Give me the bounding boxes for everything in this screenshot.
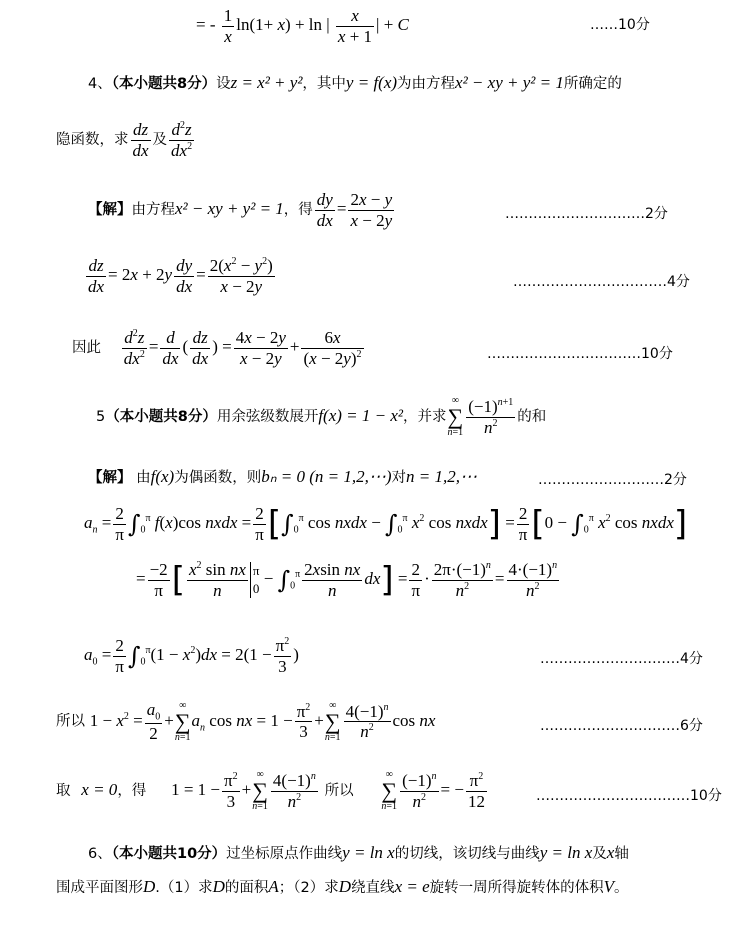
solution-text: 对 (391, 470, 406, 486)
question-text: 的面积 (224, 880, 269, 896)
solution-5-step-4: $a_0$ = $\frac{2}{\pi}$ $\int_0^\pi(1 - x^2)dx = 2(1$ − $\frac{\pi^2}{3}$ ) (84, 636, 299, 676)
equation: D (143, 877, 156, 896)
solution-tag: 【解】 (88, 470, 132, 486)
solution-5-step-1 (88, 466, 477, 487)
equation: f(x) (150, 467, 175, 486)
score-10-line1: ……10分 (590, 17, 650, 33)
question-text: 的切线，该切线与曲线 (394, 846, 540, 862)
question-6 (88, 842, 629, 863)
score-10-q5: ……………………………10分 (536, 788, 722, 804)
solution-5-step-2: $a_n$ = $\frac{2}{\pi}$ $\int_0^\pi$ f(x)cos nxdx = $\frac{2}{\pi}$ [$\int_0^\pi$ cos nxdx − $\int_0^\pi$ $x^2$ cos nxdx] = $\frac{2}{\pi}$ [$0 - \int_0^\pi$ $x^2$ cos nxdx] (84, 504, 688, 545)
question-text: 绕直线 (351, 880, 395, 896)
solution-text: 由方程 (131, 202, 175, 219)
equation: V (603, 877, 615, 896)
equation: z = x² + y² (230, 73, 303, 92)
question-text: 围成平面图形 (56, 880, 143, 896)
score-10-step3: ……………………………10分 (487, 346, 673, 362)
question-text: 及 (152, 132, 168, 149)
solution-text: ，得 (117, 782, 147, 799)
score-4-q5: …………………………4分 (540, 651, 703, 667)
question-number: 4、 (88, 76, 112, 92)
question-text: 及 (592, 846, 607, 862)
score-4-step2: ……………………………4分 (513, 274, 690, 290)
question-text: 轴 (614, 846, 629, 862)
score-2-step1: …………………………2分 (505, 206, 668, 222)
solution-text: 取 (56, 782, 71, 799)
equation: bₙ = 0 (n = 1,2,⋯) (261, 467, 392, 486)
question-tag: （本小题共8分） (111, 76, 217, 92)
question-4 (88, 72, 622, 93)
question-5: 5（本小题共8分）用余弦级数展开f(x) = 1 − x²，并求∞ ∑ n=1 $\frac{(-1)^{n+1}}{n^2}$ 的和 (96, 395, 547, 438)
equation: x² − xy + y² = 1 (175, 199, 284, 219)
question-text: 隐函数，求 (56, 132, 129, 149)
equation: y = ln x (539, 843, 593, 862)
solution-5-step-3: = $\frac{-2}{\pi}$ [ $\frac{x^2 \sin nx}{n}$ π $0 - \int_0^\pi$ $\frac{\text{2xsin nx}}{n}$ dx] = $\frac{2}{\pi}$ · $\frac{2\pi\cdot(-1)^n}{n^2}$ = $\frac{4\cdot(-1)^n}{n^2}$ (136, 560, 558, 601)
solution-text: 为偶函数，则 (174, 470, 262, 486)
question-text: 过坐标原点作曲线 (226, 846, 343, 862)
equation: y = f(x) (345, 73, 398, 92)
question-number: 6、 (88, 846, 112, 862)
equation: n = 1,2,⋯ (406, 467, 477, 486)
question-tag: （本小题共10分） (111, 846, 227, 862)
solution-text: ，得 (283, 202, 313, 219)
question-text: ，并求 (403, 409, 447, 425)
equation: A (268, 877, 279, 896)
equation: f(x) = 1 − x² (318, 406, 404, 425)
solution-5-step-6: 取 x = 0，得 1 = 1 − $\frac{\pi^2}{3}$ +∞ ∑ n=1 $\frac{4(-1)^n}{n^2}$ 所以 ∞ ∑ n=1 $\frac{(-1)^n}{n^2}$ = − $\frac{\pi^2}{12}$ (56, 769, 485, 812)
solution-text: 所以 (56, 713, 85, 730)
score-2-q5: ………………………2分 (538, 472, 687, 488)
equation: x = e (394, 877, 430, 896)
solution-4-step-3: 因此 $\frac{d^2z}{dx^2}$ = $\frac{d}{dx}$ ( $\frac{dz}{dx}$ ) = $\frac{4x - 2y}{x - 2y}$ + $\frac{6x}{(x - 2y)^2}$ (72, 328, 362, 368)
question-text: 的和 (517, 409, 547, 425)
question-text: 用余弦级数展开 (216, 409, 319, 425)
equation: x² − xy + y² = 1 (455, 73, 564, 92)
solution-4-step-1: 【解】由方程x² − xy + y² = 1，得 $\frac{dy}{dx}$ = $\frac{2x - y}{x - 2y}$ (88, 190, 393, 230)
question-number: 5 (96, 409, 106, 425)
solution-text: 由 (136, 470, 151, 486)
solution-5-step-5: 所以 $1 - x^2$ = $\frac{a_0}{2}$ +∞ ∑ $n=1a_n$ cos nx = 1 − $\frac{\pi^2}{3}$ +∞ ∑ n=1 $\frac{4(-1)^n}{n^2}$ cos nx (56, 699, 436, 743)
equation: y = ln x (342, 843, 395, 862)
solution-4-step-2: $\frac{dz}{dx}$ = 2x + 2y $\frac{dy}{dx}$ = $\frac{2(x^2 - y^2)}{x - 2y}$ (88, 256, 273, 296)
question-text: 。 (614, 880, 629, 896)
question-text: 为由方程 (397, 76, 456, 92)
formula-line-1: = - $\frac{1}{x}$ ln(1+ x) + ln | $\frac{x}{x + 1}$ | + C (196, 6, 409, 46)
question-text: .（1）求 (155, 880, 213, 896)
question-6-cont (56, 876, 629, 897)
equation: D (338, 877, 352, 896)
solution-tag: 【解】 (88, 202, 132, 219)
score-6-q5: …………………………6分 (540, 718, 703, 734)
equation: x (606, 843, 615, 862)
solution-text: 所以 (324, 782, 354, 799)
question-text: ，其中 (302, 76, 346, 92)
question-4-cont: 隐函数，求 $\frac{dz}{dx}$ 及 $\frac{d^2z}{dx^2}$ (56, 120, 193, 160)
equation: D (212, 877, 225, 896)
question-tag: （本小题共8分） (105, 409, 217, 425)
question-text: 旋转一周所得旋转体的体积 (429, 880, 604, 896)
question-text: 所确定的 (563, 76, 622, 92)
question-text: 设 (216, 76, 231, 92)
solution-text: 因此 (72, 339, 101, 356)
equation: x = 0 (81, 779, 118, 799)
question-text: ；（2）求 (278, 880, 339, 896)
